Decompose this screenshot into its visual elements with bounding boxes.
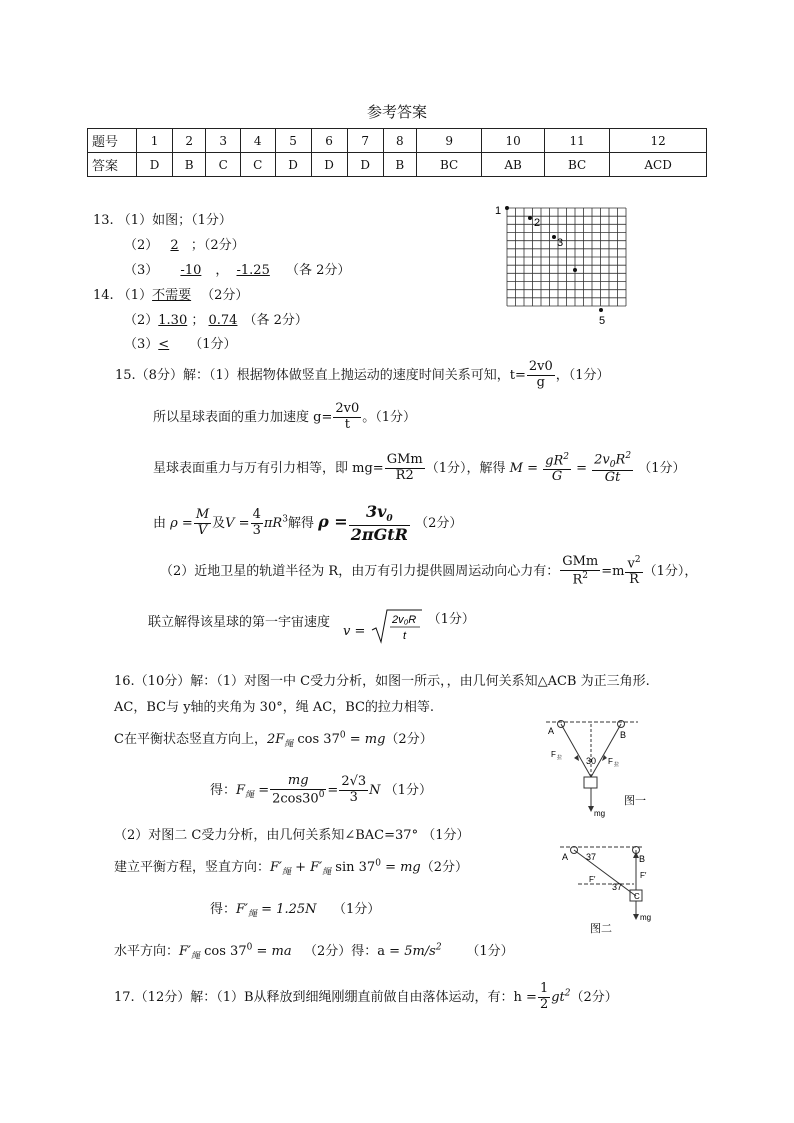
grid-label: 2 bbox=[534, 217, 541, 229]
svg-text:mg: mg bbox=[640, 913, 652, 922]
table-header-cell: 题号 bbox=[88, 129, 137, 153]
fraction: $\frac{2v0}{t}$ bbox=[335, 401, 360, 432]
table-cell: 9 bbox=[417, 129, 482, 153]
q15-score: （1分）， bbox=[643, 564, 698, 580]
svg-text:F′: F′ bbox=[640, 871, 647, 880]
fraction: $\frac{\text{GMm}}{R^2}$ bbox=[562, 554, 599, 588]
table-cell: 11 bbox=[544, 129, 609, 153]
q14-answer: 0.74 bbox=[208, 313, 238, 328]
q15-text: （1分），解得 bbox=[425, 461, 506, 477]
q13-score: （各 2分） bbox=[285, 263, 351, 278]
q17-line-1: 17.（12分）解：（1）B从释放到细绳刚绷直前做自由落体运动，有：h = $\frac{1}{2}$ $gt^2(2$分） bbox=[114, 981, 618, 1012]
svg-text:拉: 拉 bbox=[557, 755, 563, 761]
table-cell: 6 bbox=[311, 129, 347, 153]
table-cell: D bbox=[347, 153, 383, 177]
q16-text: 得： bbox=[210, 783, 237, 799]
svg-text:B: B bbox=[620, 730, 627, 740]
svg-text:F: F bbox=[551, 750, 556, 759]
table-cell: C bbox=[240, 153, 275, 177]
q14-score: （1分） bbox=[189, 337, 237, 352]
table-cell: 5 bbox=[275, 129, 311, 153]
q16-line-6: 建立平衡方程，竖直方向：$F'_绳 + F'_绳$ $\sin 37^0 = mg(2$分） bbox=[114, 858, 469, 878]
q16-line-7: 得：$F'_绳 = 1.25N$ （1分） bbox=[210, 902, 381, 920]
q16-line-2: AC，BC与 y轴的夹角为 30°，绳 AC，BC的拉力相等. bbox=[114, 700, 435, 715]
q16-text: 得： bbox=[210, 902, 237, 917]
q15-score: 。（1分） bbox=[362, 409, 417, 425]
table-header-cell: 答案 bbox=[88, 153, 137, 177]
table-cell: B bbox=[173, 153, 206, 177]
q13-label: （3） bbox=[124, 263, 159, 278]
table-cell: 8 bbox=[383, 129, 416, 153]
svg-text:C: C bbox=[634, 892, 640, 901]
table-cell: 1 bbox=[137, 129, 173, 153]
fraction: $\frac{M}{V}$ bbox=[195, 507, 210, 538]
q15-line-6 bbox=[148, 611, 330, 630]
grid-point bbox=[573, 268, 577, 272]
table-cell: 4 bbox=[240, 129, 275, 153]
grid-label: 5 bbox=[599, 315, 606, 327]
q15-line-4: 由 ρ = $\frac{M}{V}$ 及V = $\frac{4}{3}$ $\pi R^3$解得 ρ = $\frac{3v_0}{\text{2πGtR}}$ （2分） bbox=[153, 502, 463, 544]
svg-text:A: A bbox=[562, 852, 569, 862]
q16-line-3: C在平衡状态竖直方向上，$2F_绳$ $\cos 37^0 = mg(2$分） bbox=[114, 730, 433, 750]
q16-score: （1分） bbox=[466, 944, 514, 959]
q15-line-3: 星球表面重力与万有引力相等，即 mg= $\frac{\text{GMm}}{R2}$ （1分），解得 M = $\frac{gR^2}{G}$ = $\frac{2v_0R^2}{Gt}$ （1分） bbox=[153, 451, 686, 486]
q15-text: 所以星球表面的重力加速度 g= bbox=[153, 409, 333, 425]
figure-1-caption: 图一 bbox=[624, 795, 646, 807]
q16-line-4: 得：$F_绳$ = $\frac{mg}{2\cos 30^0}$ = $\frac{2√3}{3}$ N （1分） bbox=[210, 773, 432, 807]
q14-answer: 不需要 bbox=[152, 288, 192, 303]
svg-text:拉: 拉 bbox=[614, 762, 620, 768]
table-cell: B bbox=[383, 153, 416, 177]
grid-point bbox=[552, 235, 556, 239]
table-row bbox=[88, 153, 707, 177]
formula-M: M = bbox=[509, 461, 538, 477]
svg-text:30: 30 bbox=[586, 756, 597, 766]
q14-score: （2分） bbox=[201, 288, 249, 303]
q14-line-1 bbox=[93, 284, 248, 303]
fraction: $\frac{gR^2}{G}$ bbox=[545, 452, 569, 485]
q16-score: （1分） bbox=[333, 902, 381, 917]
q15-text: （2）近地卫星的轨道半径为 R，由万有引力提供圆周运动向心力有： bbox=[160, 564, 560, 580]
table-cell: D bbox=[137, 153, 173, 177]
q14-label: （2） bbox=[124, 313, 159, 328]
sqrt-icon bbox=[370, 608, 424, 646]
q14-answer: 1.30 bbox=[158, 313, 188, 328]
q15-line-1 bbox=[115, 360, 610, 391]
q16-score: （2分） bbox=[385, 732, 433, 747]
q14-label: 14. （1） bbox=[93, 288, 153, 303]
q15-line-5: （2）近地卫星的轨道半径为 R，由万有引力提供圆周运动向心力有： $\frac{\text{GMm}}{R^2}$ =m $\frac{v^2}{R}$ （1分）， bbox=[160, 554, 698, 588]
figure-1-diagram bbox=[540, 712, 660, 824]
q13-score: ；（2分） bbox=[190, 238, 245, 253]
q15-line-2 bbox=[153, 402, 416, 433]
q16-line-1: 16.（10分）解：（1）对图一中 C受力分析，如图一所示，，由几何关系知△ACB 为正三角形. bbox=[114, 674, 650, 689]
svg-text:mg: mg bbox=[594, 809, 606, 818]
page-title: 参考答案 bbox=[366, 103, 427, 121]
q16-text: 水平方向： bbox=[114, 944, 180, 959]
table-cell: C bbox=[206, 153, 241, 177]
grid-point bbox=[528, 216, 532, 220]
fraction: $\frac{2√3}{3}$ bbox=[341, 774, 367, 806]
q14-line-2: （2）1.30 ； 0.74 （各 2分） bbox=[124, 313, 308, 328]
q13-label: （2） bbox=[124, 238, 159, 253]
svg-text:A: A bbox=[548, 726, 555, 736]
table-cell: 2 bbox=[173, 129, 206, 153]
table-cell: D bbox=[311, 153, 347, 177]
table-cell: BC bbox=[417, 153, 482, 177]
q13-answer: -1.25 bbox=[236, 263, 270, 278]
grid-figure bbox=[490, 200, 630, 330]
fraction: $\frac{3v_0}{\text{2πGtR}}$ bbox=[350, 502, 408, 544]
q14-line-3 bbox=[124, 333, 236, 352]
svg-text:B: B bbox=[639, 854, 646, 864]
q13-line-2 bbox=[124, 234, 245, 253]
fraction: $\frac{\text{GMm}}{R2}$ bbox=[386, 452, 423, 484]
q16-text: （2分）得：a = bbox=[304, 944, 401, 959]
q15-text: 由 bbox=[153, 515, 167, 531]
q15-score: （1分） bbox=[638, 461, 686, 477]
q17-text: 17.（12分）解：（1）B从释放到细绳刚绷直前做自由落体运动，有：h = bbox=[114, 989, 537, 1005]
q15-score: ，（1分） bbox=[555, 367, 610, 383]
svg-text:37: 37 bbox=[612, 882, 623, 892]
q16-line-8: 水平方向：$F'_绳$ $\cos 37^0$ = ma （2分）得：$a = 5m/s^2$ （1分） bbox=[114, 942, 514, 962]
figure-2-diagram bbox=[556, 838, 668, 938]
q15-text: 联立解得该星球的第一宇宙速度 bbox=[148, 615, 331, 630]
svg-text:F: F bbox=[608, 757, 613, 766]
q17-score: （2分） bbox=[570, 989, 618, 1005]
fraction: $\frac{2v_0R^2}{Gt}$ bbox=[594, 451, 632, 486]
fraction: $\frac{mg}{2\cos 30^0}$ bbox=[272, 773, 325, 807]
grid-point bbox=[505, 206, 509, 210]
q13-answer: 2 bbox=[170, 238, 179, 253]
table-cell: 12 bbox=[610, 129, 707, 153]
svg-text:2v₀R: 2v₀R bbox=[391, 614, 416, 626]
fraction: $\frac{1}{2}$ bbox=[539, 981, 549, 1012]
q14-label: （3） bbox=[124, 337, 159, 352]
svg-text:F′: F′ bbox=[589, 875, 596, 884]
q13-line-1: 13. （1）如图；（1分） bbox=[93, 213, 232, 228]
svg-text:t: t bbox=[402, 630, 406, 642]
grid-label: 3 bbox=[557, 237, 564, 249]
q13-answer: -10 bbox=[180, 263, 202, 278]
fraction: $\frac{2v0}{g}$ bbox=[528, 359, 553, 390]
grid-point bbox=[599, 308, 603, 312]
q16-line-5: （2）对图二 C受力分析，由几何关系知∠BAC=37° （1分） bbox=[114, 828, 470, 843]
grid-label: 1 bbox=[495, 205, 502, 217]
q16-score: （2分） bbox=[420, 860, 469, 875]
table-cell: BC bbox=[544, 153, 609, 177]
q16-score: （1分） bbox=[384, 783, 432, 799]
q14-answer: < bbox=[158, 337, 170, 352]
q15-line-6-formula: v = 2v₀R t （1分） bbox=[343, 608, 475, 646]
q15-score: （2分） bbox=[415, 515, 463, 531]
fraction: $\frac{v^2}{R}$ bbox=[627, 555, 641, 588]
q15-text: 15.（8分）解：（1）根据物体做竖直上抛运动的速度时间关系可知，t= bbox=[115, 367, 526, 383]
q15-score: （1分） bbox=[427, 612, 475, 627]
table-cell: D bbox=[275, 153, 311, 177]
table-row bbox=[88, 129, 707, 153]
answer-table bbox=[87, 128, 707, 177]
table-cell: 3 bbox=[206, 129, 241, 153]
table-cell: ACD bbox=[610, 153, 707, 177]
table-cell: 7 bbox=[347, 129, 383, 153]
fraction: $\frac{4}{3}$ bbox=[252, 507, 261, 538]
q16-text: C在平衡状态竖直方向上， bbox=[114, 732, 267, 747]
table-cell: AB bbox=[482, 153, 545, 177]
q13-line-3: （3） -10 ， -1.25 （各 2分） bbox=[124, 263, 351, 278]
figure-2-caption: 图二 bbox=[590, 923, 612, 935]
table-cell: 10 bbox=[482, 129, 545, 153]
svg-text:37: 37 bbox=[586, 852, 597, 862]
q14-score: （各 2分） bbox=[243, 313, 308, 328]
q16-text: 建立平衡方程，竖直方向： bbox=[114, 860, 271, 875]
q15-text: 星球表面重力与万有引力相等，即 mg= bbox=[153, 461, 384, 477]
